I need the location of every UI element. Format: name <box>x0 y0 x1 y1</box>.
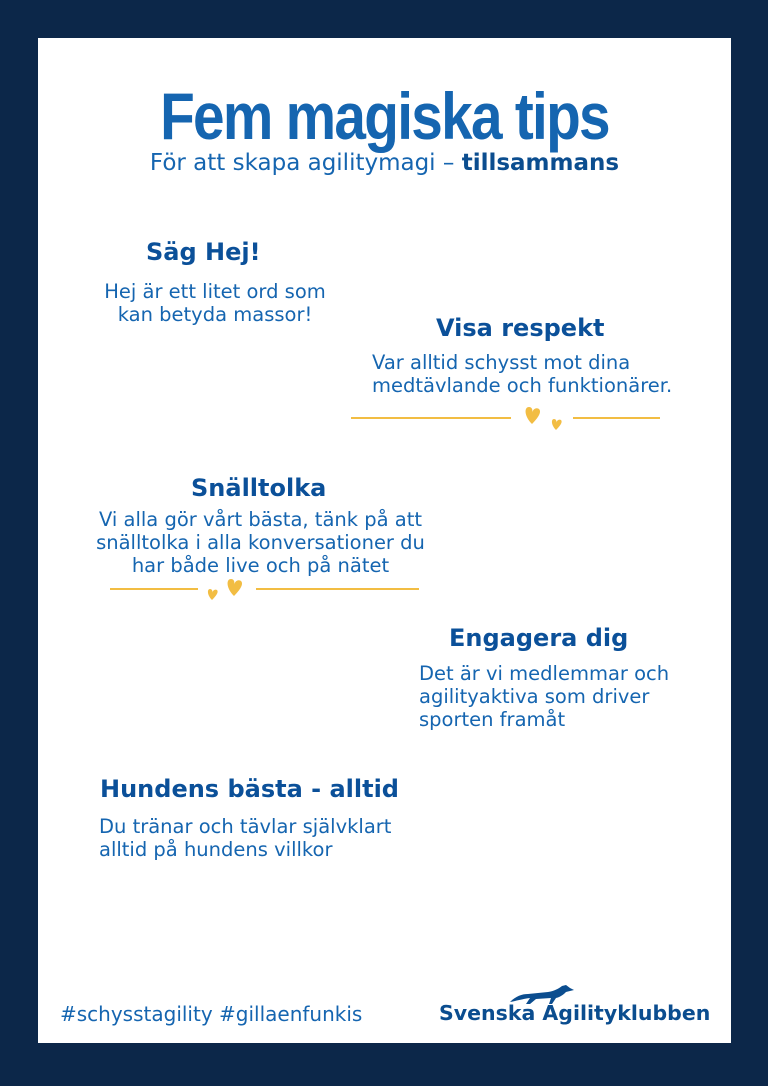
hearts-icon <box>522 402 566 432</box>
tip-4-line: agilityaktiva som driver <box>419 685 650 708</box>
page-title: Fem magiska tips <box>160 79 609 153</box>
hearts-icon <box>202 572 252 604</box>
subtitle-emphasis: tillsammans <box>461 150 620 176</box>
page-subtitle <box>38 148 731 178</box>
logo-text: Svenska Agilityklubben <box>439 1001 711 1025</box>
tip-1-heading: Säg Hej! <box>146 238 261 266</box>
divider-left <box>110 588 198 590</box>
tip-4-heading: Engagera dig <box>449 624 629 652</box>
tip-1-line: Hej är ett litet ord som <box>104 280 326 303</box>
tip-4-line: Det är vi medlemmar och <box>419 662 670 685</box>
subtitle-lead: För att skapa agilitymagi – <box>149 150 462 176</box>
tip-3-heading: Snälltolka <box>191 474 327 502</box>
tip-3-text <box>78 508 443 577</box>
divider-right <box>256 588 419 590</box>
tip-3-line: Vi alla gör vårt bästa, tänk på att <box>98 508 423 531</box>
tip-2-heading: Visa respekt <box>436 314 605 342</box>
tip-5-line: Du tränar och tävlar självklart <box>99 815 392 838</box>
tip-2-line: Var alltid schysst mot dina <box>372 351 631 374</box>
tip-2-text <box>372 351 672 397</box>
tip-4-line: sporten framåt <box>419 708 566 731</box>
tip-1-line: kan betyda massor! <box>117 303 313 326</box>
tip-3-line: snälltolka i alla konversationer du <box>96 531 425 554</box>
tip-4-text <box>419 662 669 731</box>
tip-5-heading: Hundens bästa - alltid <box>100 775 399 803</box>
tip-5-line: alltid på hundens villkor <box>99 838 333 861</box>
poster-sheet <box>38 38 731 1043</box>
tip-5-text <box>99 815 391 861</box>
hashtags: #schysstagility #gillaenfunkis <box>60 1002 363 1026</box>
tip-2-line: medtävlande och funktionärer. <box>372 374 673 397</box>
tip-1-text <box>90 280 340 326</box>
divider-left <box>351 417 511 419</box>
divider-right <box>573 417 660 419</box>
tip-3-line: har både live och på nätet <box>131 554 390 577</box>
